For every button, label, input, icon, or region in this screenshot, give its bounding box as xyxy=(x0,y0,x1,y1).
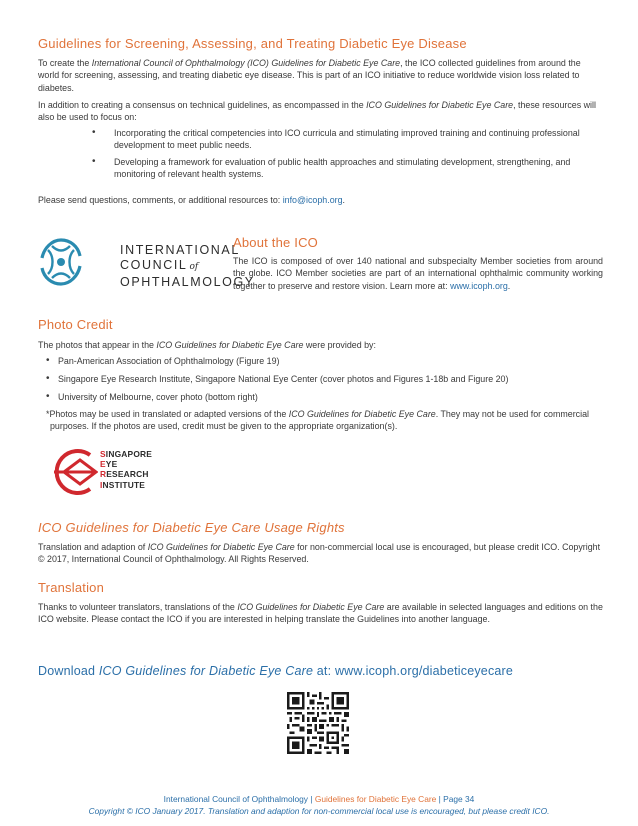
about-paragraph: The ICO is composed of over 140 national and subspecialty Member societies from around the globe. ICO Member societies are part of an international ophthalmic community working together to preserve and restore vision. Learn more at: www.icoph.org. xyxy=(233,256,603,291)
usage-rights-heading: ICO Guidelines for Diabetic Eye Care Usage Rights xyxy=(38,520,345,535)
list-item: • University of Melbourne, cover photo (bottom right) xyxy=(46,391,606,403)
list-item: • Developing a framework for evaluation of public health approaches and stimulating development, strengthening, and monitoring of relevant health systems. xyxy=(88,156,588,181)
footer-page-line: International Council of Ophthalmology | Guidelines for Diabetic Eye Care | Page 34 xyxy=(163,794,475,804)
ico-logo-text: INTERNATIONAL COUNCIL of OPHTHALMOLOGY xyxy=(120,243,255,289)
ico-logo xyxy=(36,234,255,290)
photo-usage-note: *Photos may be used in translated or adapted versions of the ICO Guidelines for Diabetic Eye Care. They may not be used for commercial purposes. If the photos are used, credit must be given to the appropriate organization(s). xyxy=(46,409,589,432)
seri-emblem-icon xyxy=(50,446,98,498)
qr-code-icon[interactable] xyxy=(287,692,349,754)
list-item: • Pan-American Association of Ophthalmology (Figure 19) xyxy=(46,355,606,367)
footer-copyright: Copyright © ICO January 2017. Translation and adaption for non-commercial local use is encouraged, but please credit ICO. xyxy=(88,806,550,816)
ico-emblem-icon xyxy=(36,234,86,290)
photo-credit-list xyxy=(46,355,606,409)
focus-list xyxy=(88,127,588,185)
contact-line: Please send questions, comments, or additional resources to: info@icoph.org. xyxy=(38,195,345,205)
seri-logo xyxy=(50,446,180,498)
translation-heading: Translation xyxy=(38,580,105,595)
translation-paragraph: Thanks to volunteer translators, translations of the ICO Guidelines for Diabetic Eye Care are available in selected languages and editions on the ICO website. Please contact the ICO if you are interested in helping translate the Guidelines into another language. xyxy=(38,602,603,625)
about-heading: About the ICO xyxy=(233,235,318,250)
list-item: • Singapore Eye Research Institute, Singapore National Eye Center (cover photos and Figures 1-18b and Figure 20) xyxy=(46,373,606,385)
photo-credit-heading: Photo Credit xyxy=(38,317,113,332)
seri-logo-text: SINGAPORE EYE RESEARCH INSTITUTE xyxy=(100,449,153,490)
photo-credit-intro: The photos that appear in the ICO Guidelines for Diabetic Eye Care were provided by: xyxy=(38,340,376,350)
screening-paragraph-2: In addition to creating a consensus on technical guidelines, as encompassed in the ICO Guidelines for Diabetic Eye Care, these resources will also be used to focus on: xyxy=(38,100,596,123)
usage-rights-paragraph: Translation and adaption of ICO Guidelines for Diabetic Eye Care for non-commercial local use is encouraged, but please credit ICO. Copyright © 2017, International Council of Ophthalmology. All Rights Reserved. xyxy=(38,542,601,565)
download-link[interactable]: Download ICO Guidelines for Diabetic Eye Care at: www.icoph.org/diabeticeyecare xyxy=(38,664,514,678)
list-item: • Incorporating the critical competencies into ICO curricula and stimulating improved training and continuing professional development to meet public needs. xyxy=(88,127,588,152)
screening-paragraph-1: To create the International Council of Ophthalmology (ICO) Guidelines for Diabetic Eye Care, the ICO collected guidelines from around the world for screening, assessing, and treating diabetic eye disease. This is part of an ICO initiative to reduce worldwide vision loss related to diabetes. xyxy=(38,58,581,93)
icoph-link[interactable]: www.icoph.org xyxy=(450,280,508,291)
screening-heading: Guidelines for Screening, Assessing, and Treating Diabetic Eye Disease xyxy=(38,36,467,51)
contact-email-link[interactable]: info@icoph.org xyxy=(282,195,343,205)
